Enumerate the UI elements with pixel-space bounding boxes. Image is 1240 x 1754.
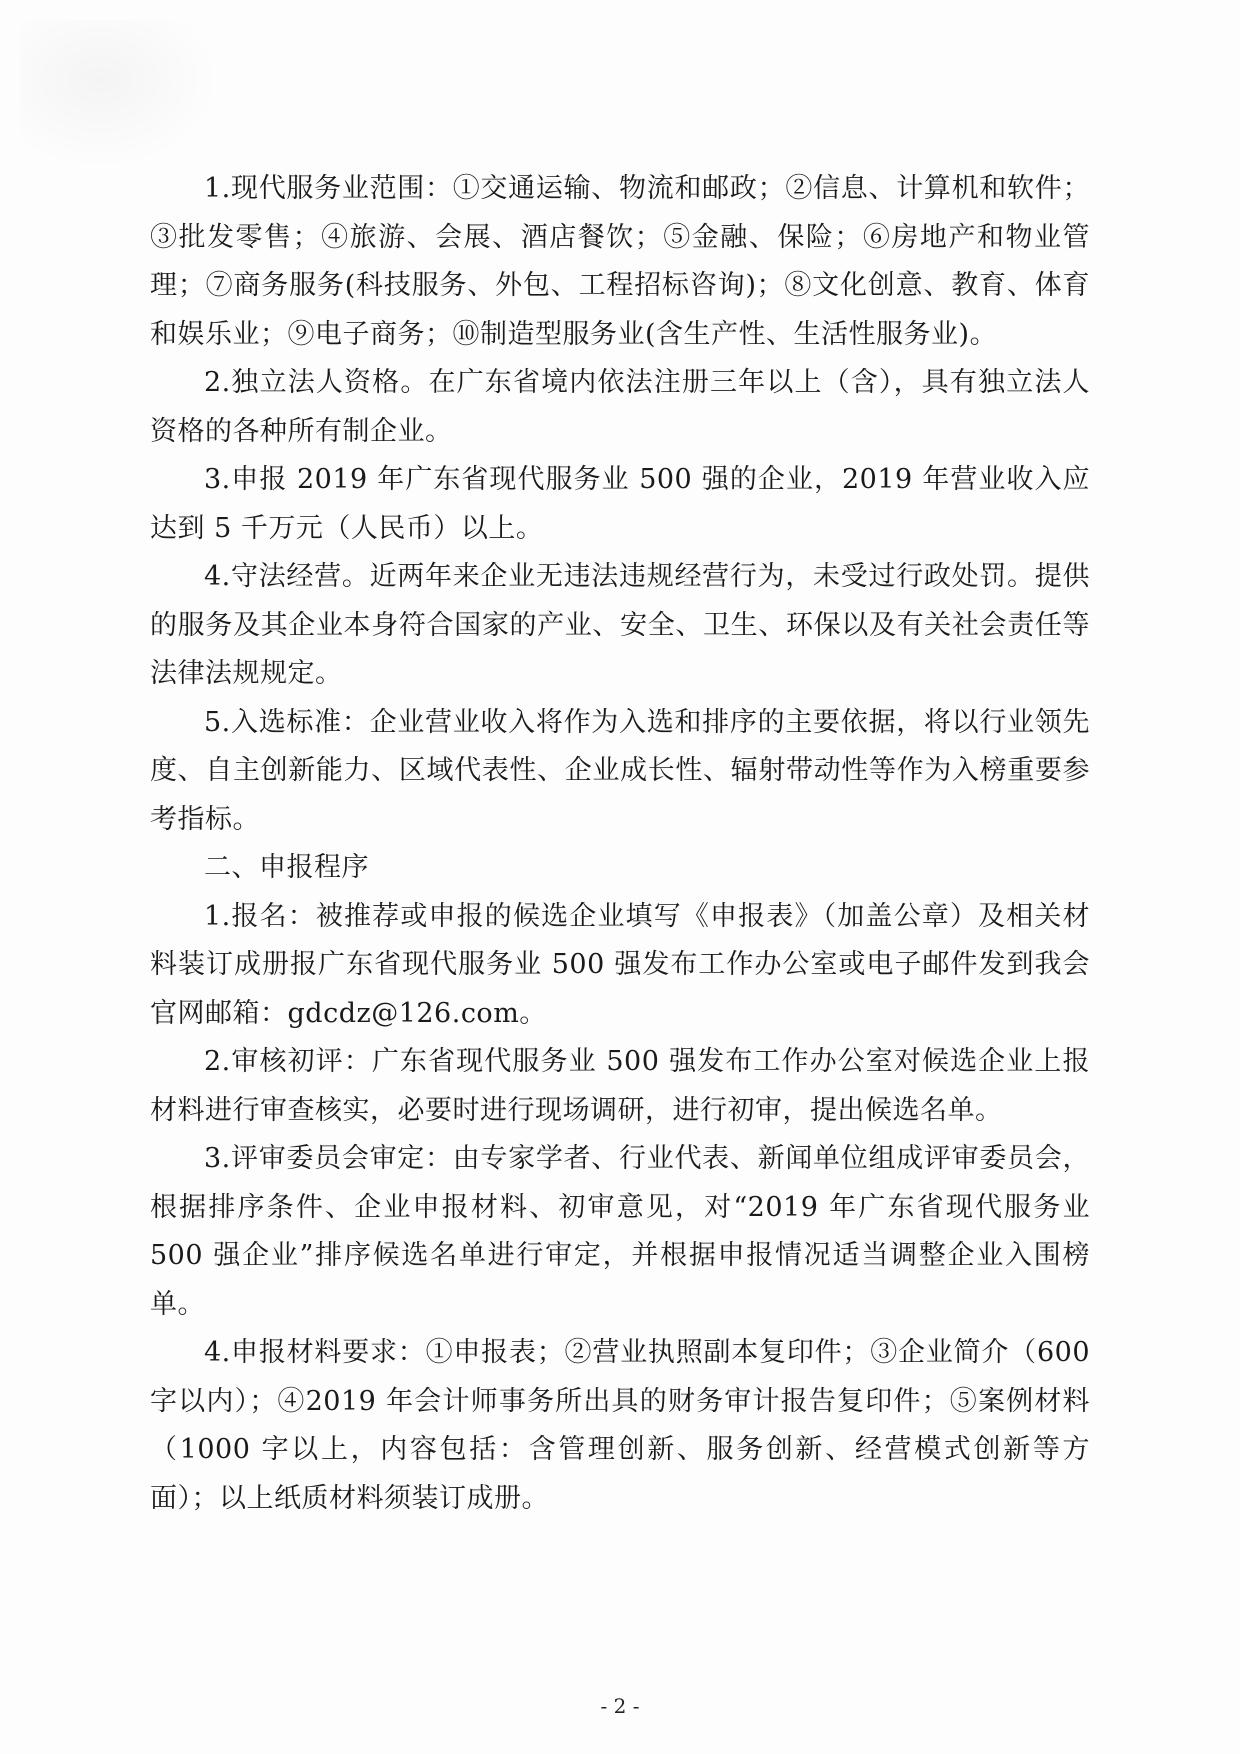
paragraph-materials: 4.申报材料要求：①申报表；②营业执照副本复印件；③企业简介（600 字以内）；④2019 年会计师事务所出具的财务审计报告复印件；⑤案例材料（1000 字以上，内容包括：含管理创新、服务创新、经营模式创新等方面）；以上纸质材料须装订成册。 — [150, 1337, 1090, 1514]
scan-artifact — [20, 20, 220, 170]
paragraph-registration: 1.报名：被推荐或申报的候选企业填写《申报表》（加盖公章）及相关材料装订成册报广东省现代服务业 500 强发布工作办公室或电子邮件发到我会官网邮箱：gdcdz@126.com。 — [150, 900, 1090, 1029]
paragraph-revenue: 3.申报 2019 年广东省现代服务业 500 强的企业，2019 年营业收入应达到 5 千万元（人民币）以上。 — [150, 464, 1090, 544]
paragraph-initial-review: 2.审核初评：广东省现代服务业 500 强发布工作办公室对候选企业上报材料进行审查核实，必要时进行现场调研，进行初审，提出候选名单。 — [150, 1046, 1090, 1126]
paragraph-selection-criteria: 5.入选标准：企业营业收入将作为入选和排序的主要依据，将以行业领先度、自主创新能力、区域代表性、企业成长性、辐射带动性等作为入榜重要参考指标。 — [150, 706, 1090, 835]
document-body — [150, 165, 1090, 1523]
paragraph-committee-review: 3.评审委员会审定：由专家学者、行业代表、新闻单位组成评审委员会，根据排序条件、企业申报材料、初审意见，对“2019 年广东省现代服务业 500 强企业”排序候选名单进行审定，并根据申报情况适当调整企业入围榜单。 — [150, 1143, 1090, 1320]
section-heading-procedure: 二、申报程序 — [204, 852, 369, 883]
page-number: - 2 - — [600, 1694, 640, 1718]
paragraph-scope: 1.现代服务业范围：①交通运输、物流和邮政；②信息、计算机和软件；③批发零售；④旅游、会展、酒店餐饮；⑤金融、保险；⑥房地产和物业管理；⑦商务服务(科技服务、外包、工程招标咨询)；⑧文化创意、教育、体育和娱乐业；⑨电子商务；⑩制造型服务业(含生产性、生活性服务业)。 — [150, 173, 1090, 350]
paragraph-legal-entity: 2.独立法人资格。在广东省境内依法注册三年以上（含），具有独立法人资格的各种所有制企业。 — [150, 367, 1090, 447]
paragraph-compliance: 4.守法经营。近两年来企业无违法违规经营行为，未受过行政处罚。提供的服务及其企业本身符合国家的产业、安全、卫生、环保以及有关社会责任等法律法规规定。 — [150, 561, 1090, 689]
